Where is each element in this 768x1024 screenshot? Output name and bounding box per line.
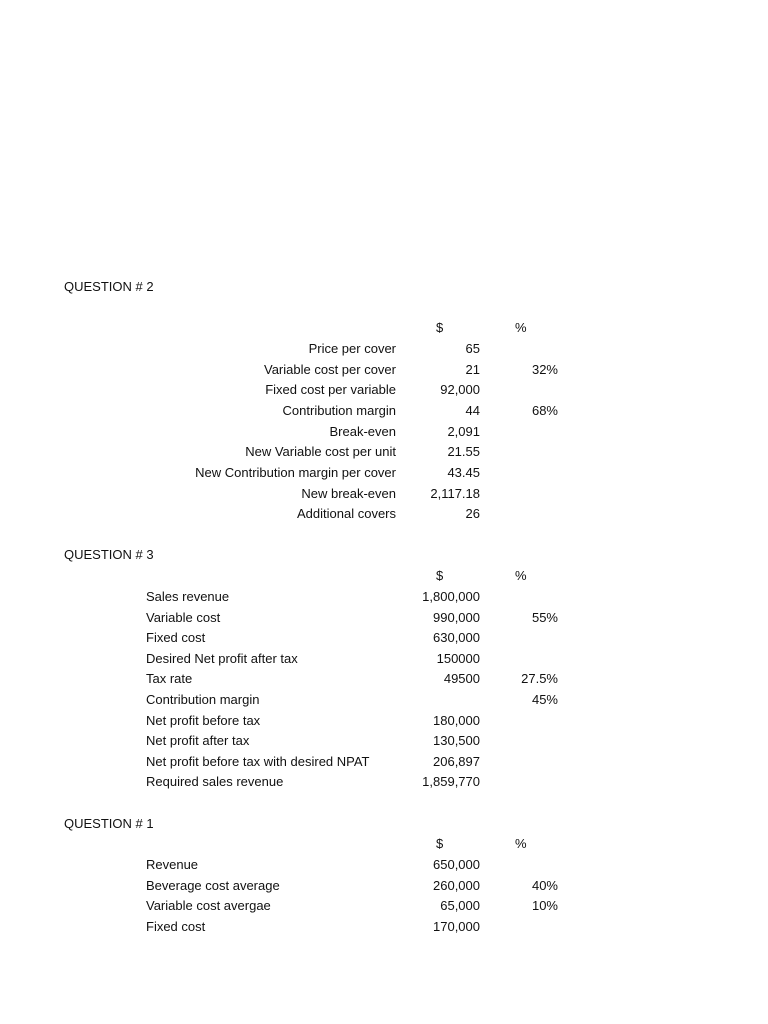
q2-row-value: 2,091 — [447, 424, 480, 439]
q3-row-label: Tax rate — [146, 671, 193, 686]
q2-row — [0, 403, 768, 423]
q1-row — [0, 857, 768, 877]
q3-row-label: Net profit after tax — [146, 733, 250, 748]
q1-row-label: Revenue — [146, 857, 199, 872]
q2-row — [0, 506, 768, 526]
q2-row-value: 21.55 — [447, 444, 480, 459]
q3-row-label: Required sales revenue — [146, 774, 284, 789]
q2-row-value: 92,000 — [440, 382, 480, 397]
q3-row — [0, 754, 768, 774]
section-title-q1: QUESTION # 1 — [64, 816, 154, 831]
q2-row-label: Additional covers — [297, 506, 396, 521]
q3-row-value: 206,897 — [433, 754, 480, 769]
q3-percent-header: % — [515, 568, 527, 583]
q2-row — [0, 424, 768, 444]
q2-percent-header: % — [515, 320, 527, 335]
q2-row-value: 26 — [465, 506, 480, 521]
section-title-q2: QUESTION # 2 — [64, 279, 154, 294]
q2-row-label: Variable cost per cover — [264, 362, 396, 377]
q3-row-value: 150000 — [436, 651, 480, 666]
q3-row — [0, 610, 768, 630]
q3-row-label: Fixed cost — [146, 630, 206, 645]
q3-row-value: 630,000 — [433, 630, 480, 645]
q2-row-label: Fixed cost per variable — [265, 382, 396, 397]
q3-dollar-header: $ — [436, 568, 444, 583]
q2-row-percent: 68% — [531, 403, 558, 418]
q3-row-label: Variable cost — [146, 610, 221, 625]
q2-row-label: New break-even — [301, 486, 396, 501]
q3-row-label: Sales revenue — [146, 589, 230, 604]
q3-row-value: 990,000 — [433, 610, 480, 625]
q2-row — [0, 465, 768, 485]
q3-row — [0, 692, 768, 712]
q2-row-label: New Contribution margin per cover — [195, 465, 396, 480]
q2-row-value: 21 — [465, 362, 480, 377]
q1-row-label: Fixed cost — [146, 919, 206, 934]
q3-row — [0, 671, 768, 691]
q1-row-label: Beverage cost average — [146, 878, 280, 893]
q3-row-label: Net profit before tax with desired NPAT — [146, 754, 370, 769]
q1-row — [0, 919, 768, 939]
q2-row-percent: 32% — [531, 362, 558, 377]
q3-row-percent: 55% — [531, 610, 558, 625]
q2-row-value: 2,117.18 — [430, 486, 480, 501]
section-title-q3: QUESTION # 3 — [64, 547, 154, 562]
q3-row — [0, 713, 768, 733]
q3-row — [0, 733, 768, 753]
q2-row-value: 65 — [465, 341, 480, 356]
q2-row — [0, 341, 768, 361]
q1-row-value: 65,000 — [440, 898, 480, 913]
q3-row — [0, 651, 768, 671]
q3-row-value: 130,500 — [433, 733, 480, 748]
q3-row — [0, 774, 768, 794]
q3-row-value: 1,800,000 — [422, 589, 480, 604]
q3-row-percent: 27.5% — [521, 671, 558, 686]
q1-dollar-header: $ — [436, 836, 444, 851]
q2-row-label: Price per cover — [308, 341, 396, 356]
q1-row-value: 650,000 — [433, 857, 480, 872]
q3-row-value: 49500 — [443, 671, 480, 686]
q2-row — [0, 382, 768, 402]
q3-row-percent: 45% — [531, 692, 558, 707]
q3-row-label: Contribution margin — [146, 692, 260, 707]
q3-row-value: 180,000 — [433, 713, 480, 728]
q2-row — [0, 362, 768, 382]
q3-row-label: Desired Net profit after tax — [146, 651, 298, 666]
q1-row-percent: 10% — [531, 898, 558, 913]
q1-row-label: Variable cost avergae — [146, 898, 271, 913]
q3-row — [0, 630, 768, 650]
q1-percent-header: % — [515, 836, 527, 851]
q2-row — [0, 444, 768, 464]
q2-row-value: 44 — [465, 403, 480, 418]
q2-row-label: Break-even — [329, 424, 396, 439]
q2-row-value: 43.45 — [447, 465, 480, 480]
q2-row-label: Contribution margin — [282, 403, 396, 418]
q2-row-label: New Variable cost per unit — [245, 444, 396, 459]
q3-row — [0, 589, 768, 609]
q1-row — [0, 878, 768, 898]
q3-row-label: Net profit before tax — [146, 713, 261, 728]
q1-row-value: 170,000 — [433, 919, 480, 934]
q1-row — [0, 898, 768, 918]
q2-row — [0, 486, 768, 506]
q2-dollar-header: $ — [436, 320, 444, 335]
q1-row-value: 260,000 — [433, 878, 480, 893]
q1-row-percent: 40% — [531, 878, 558, 893]
q3-row-value: 1,859,770 — [422, 774, 480, 789]
